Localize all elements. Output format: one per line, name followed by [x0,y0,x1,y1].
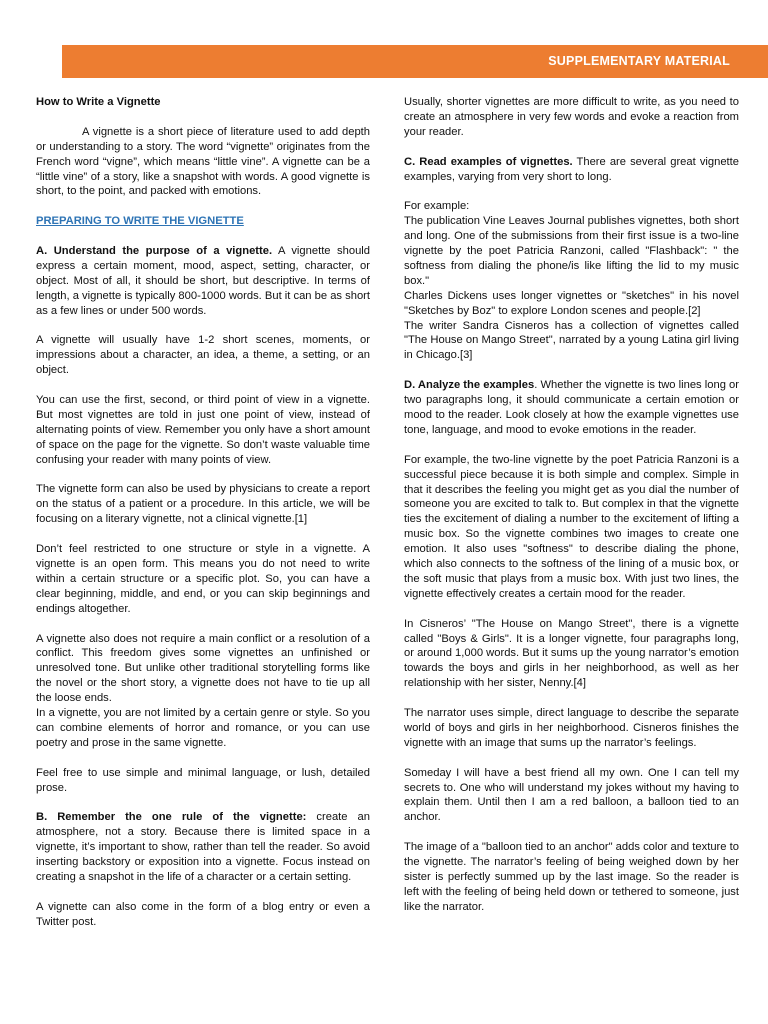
left-column [36,95,370,944]
paragraph-ranzoni-analysis: For example, the two-line vignette by the poet Patricia Ranzoni is a successful piece because it is both simple and complex. Simple in that it describes the feeling you might get as you dial the number of someone you are excited to talk to. But complex in that the vignette ties the excitement of dialing a number to the excitement of lifting a music box. So the vignette combines two images to create one emotion. It also uses "softness" to describe dialing the phone, which also connects to the softness of the lining of a music box, or the soft music that plays from a music box. With just two lines, the vignette effectively creates a certain mood for the reader. [404,453,739,600]
paragraph-point-of-view: You can use the first, second, or third point of view in a vignette. But most vignettes are told in just one point of view, instead of alternating points of view. Remember you only have a short amount of space on the page for the vignette. So don’t waste valuable time confusing your reader with many points of view. [36,394,370,466]
step-a-heading: A. Understand the purpose of a vignette. [36,245,273,258]
step-b-paragraph [36,810,370,885]
step-c-paragraph [404,155,739,185]
paragraph-restricted: Don’t feel restricted to one structure or style in a vignette. A vignette is an open form. This means you do not need to write within a certain structure or a specific plot. So, you can have a clear beginning, middle, and end, or you can skip beginnings and endings altogether. [36,543,370,615]
section-heading: PREPARING TO WRITE THE VIGNETTE [36,215,244,228]
paragraph-language: Feel free to use simple and minimal language, or lush, detailed prose. [36,766,370,794]
paragraph-narrator: The narrator uses simple, direct language to describe the separate world of boys and girls in her neighborhood. Cisneros finishes the vignette with an image that sums up the narrator’s feelings. [404,707,739,749]
paragraph-dickens: Charles Dickens uses longer vignettes or "sketches" in his novel "Sketches by Boz" to explore London scenes and people.[2] [404,289,739,317]
step-b-text: create an atmosphere, not a story. Because there is limited space in a vignette, it’s important to show, rather than tell the reader. So avoid inserting backstory or exposition into a vignette. Focus instead on creating a snapshot in the life of a character or a certain setting. [36,811,370,883]
for-example-label: For example: [404,200,470,213]
header-title: SUPPLEMENTARY MATERIAL [548,54,730,68]
header-bar [62,45,768,78]
paragraph-cisneros: The writer Sandra Cisneros has a collection of vignettes called "The House on Mango Street", narrated by a young Latina girl living in Chicago.[3] [404,319,739,362]
step-d-paragraph [404,378,739,438]
step-c-text: There are several great vignette examples, varying from very short to long. [404,155,739,183]
paragraph-genre: In a vignette, you are not limited by a certain genre or style. So you can combine elements of horror and romance, or you can use poetry and prose in the same vignette. [36,707,370,749]
paragraph-quote: Someday I will have a best friend all my own. One I can tell my secrets to. One who will understand my jokes without my having to explain them. Until then I am a red balloon, a balloon tied to an anchor. [404,766,739,824]
paragraph-vine-leaves: The publication Vine Leaves Journal publishes vignettes, both short and long. One of the submissions from their first issue is a two-line vignette by the poet Patricia Ranzoni, called "Flashback": " the softness from dialing the phone/is like lifting the lid to my music box." [404,215,739,287]
right-column [404,95,739,930]
step-d-heading: D. Analyze the examples [404,379,535,392]
step-b-heading: B. Remember the one rule of the vignette: [36,811,307,824]
document-title: How to Write a Vignette [36,96,161,108]
step-a-paragraph [36,244,370,319]
step-a-text: A vignette should express a certain moment, mood, aspect, setting, character, or object. Most of all, it should be short, but descriptive. In terms of length, a vignette is typically 800-1000 words. But it can be as short as a few lines or under 500 words. [36,245,370,317]
paragraph-shorter: Usually, shorter vignettes are more difficult to write, as you need to create an atmosphere in very few words and evoke a reaction from your reader. [404,96,739,138]
paragraph-scenes: A vignette will usually have 1-2 short scenes, moments, or impressions about a character, an idea, a theme, a setting, or an object. [36,334,370,377]
paragraph-physicians: The vignette form can also be used by physicians to create a report on the status of a patient or a procedure. In this article, we will be focusing on a literary vignette, not a clinical vignette.[1] [36,483,370,526]
intro-paragraph: A vignette is a short piece of literature used to add depth or understanding to a story. The word “vignette” originates from the French word “vigne”, which means “little vine”. A vignette can be a “little vine” of a story, like a snapshot with words. A good vignette is short, to the point, and packed with emotions. [36,125,370,198]
step-d-text: . Whether the vignette is two lines long or two paragraphs long, it should communicate a certain emotion or mood to the reader. Look closely at how the example vignettes use tone, language, and mood to evoke emotions in the reader. [404,379,739,436]
step-c-heading: C. Read examples of vignettes. [404,155,573,168]
paragraph-balloon: The image of a "balloon tied to an anchor" adds color and texture to the vignette. The narrator’s feeling of being weighed down by her sister is perfectly summed up by the last image. So the reader is left with the feeling of being held down or tethered to someone, just like the narrator. [404,841,739,913]
paragraph-conflict: A vignette also does not require a main conflict or a resolution of a conflict. This freedom gives some vignettes an unfinished or unresolved tone. But unlike other traditional storytelling forms like the novel or the short story, a vignette does not have to tie up all the loose ends. [36,632,370,705]
paragraph-blog: A vignette can also come in the form of a blog entry or even a Twitter post. [36,900,370,928]
paragraph-boys-girls: In Cisneros’ "The House on Mango Street", there is a vignette called "Boys & Girls". It is a longer vignette, four paragraphs long, or around 1,000 words. But it sums up the young narrator’s emotion towards the boys and girls in her neighborhood, as well as her relationship with her sister, Nenny.[4] [404,617,739,690]
